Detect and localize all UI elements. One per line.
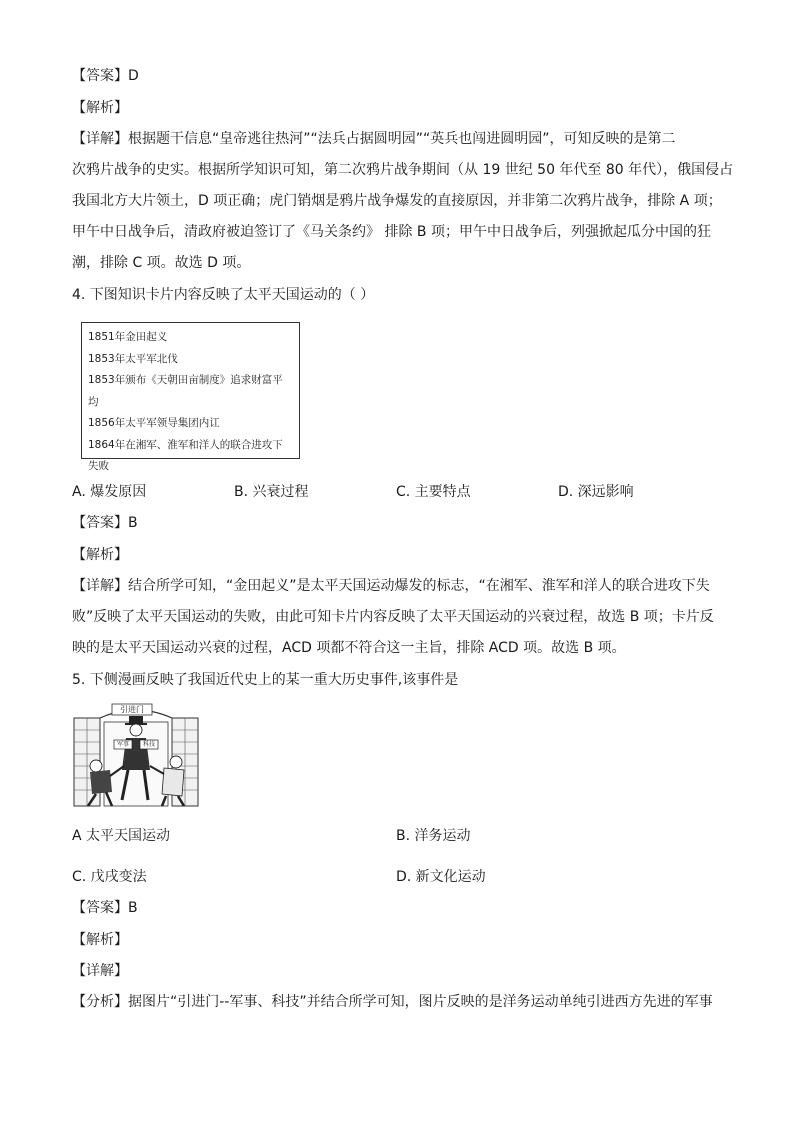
cartoon-label-left: 军事 — [116, 741, 129, 748]
q4-detail-line: 映的是太平天国运动兴衰的过程，ACD 项都不符合这一主旨，排除 ACD 项。故选 B 项。 — [72, 640, 626, 656]
q3-detail-line: 潮，排除 C 项。故选 D 项。 — [72, 255, 251, 271]
card-line: 1853年颁布《天朝田亩制度》追求财富平均 — [88, 374, 283, 408]
q5-option-d: D. 新文化运动 — [396, 869, 486, 885]
q5-option-c: C. 戊戌变法 — [72, 869, 147, 885]
card-line: 1853年太平军北伐 — [88, 352, 178, 365]
cartoon-sign: 引进门 — [120, 705, 144, 714]
q4-option-b: B. 兴衰过程 — [234, 484, 309, 500]
card-line: 1864年在湘军、淮军和洋人的联合进攻下失败 — [88, 438, 283, 472]
q5-analysis-heading: 【解析】 — [72, 932, 128, 948]
q5-option-b: B. 洋务运动 — [396, 828, 471, 844]
cartoon-image — [72, 700, 200, 810]
q5-analysis-line: 【分析】据图片“引进门--军事、科技”并结合所学可知，图片反映的是洋务运动单纯引进西方先进的军事 — [72, 994, 713, 1010]
q4-analysis-heading: 【解析】 — [72, 547, 128, 563]
q4-question: 4. 下图知识卡片内容反映了太平天国运动的（ ） — [72, 287, 375, 303]
q3-answer: 【答案】D — [72, 68, 139, 84]
q4-option-c: C. 主要特点 — [396, 484, 471, 500]
q5-answer: 【答案】B — [72, 900, 138, 916]
q5-question: 5. 下侧漫画反映了我国近代史上的某一重大历史事件,该事件是 — [72, 672, 459, 688]
q3-detail-line: 我国北方大片领土，D 项正确；虎门销烟是鸦片战争爆发的直接原因，并非第二次鸦片战争，排除 A 项； — [72, 193, 722, 209]
q4-option-a: A. 爆发原因 — [72, 484, 147, 500]
cartoon-label-right: 科技 — [142, 741, 155, 748]
q3-analysis-heading: 【解析】 — [72, 100, 128, 116]
q4-detail-line: 败”反映了太平天国运动的失败，由此可知卡片内容反映了太平天国运动的兴衰过程，故选 B 项；卡片反 — [72, 609, 714, 625]
q5-option-a: A 太平天国运动 — [72, 828, 171, 844]
q3-detail-line: 甲午中日战争后，清政府被迫签订了《马关条约》 排除 B 项；甲午中日战争后，列强掀起瓜分中国的狂 — [72, 224, 711, 240]
knowledge-card — [81, 322, 300, 472]
card-line: 1856年太平军领导集团内讧 — [88, 417, 220, 429]
q4-detail-line: 【详解】结合所学可知，“金田起义”是太平天国运动爆发的标志，“在湘军、淮军和洋人的联合进攻下失 — [72, 578, 710, 594]
q4-answer: 【答案】B — [72, 515, 138, 531]
card-line: 1851年金田起义 — [88, 331, 168, 343]
q4-option-d: D. 深远影响 — [558, 484, 634, 500]
q3-detail-line: 次鸦片战争的史实。根据所学知识可知，第二次鸦片战争期间（从 19 世纪 50 年代至 80 年代），俄国侵占 — [72, 162, 734, 178]
q5-detail-heading: 【详解】 — [72, 963, 128, 979]
q3-detail-line: 【详解】根据题干信息“皇帝逃往热河”“法兵占据圆明园”“英兵也闯进圆明园”，可知反映的是第二 — [72, 131, 676, 147]
